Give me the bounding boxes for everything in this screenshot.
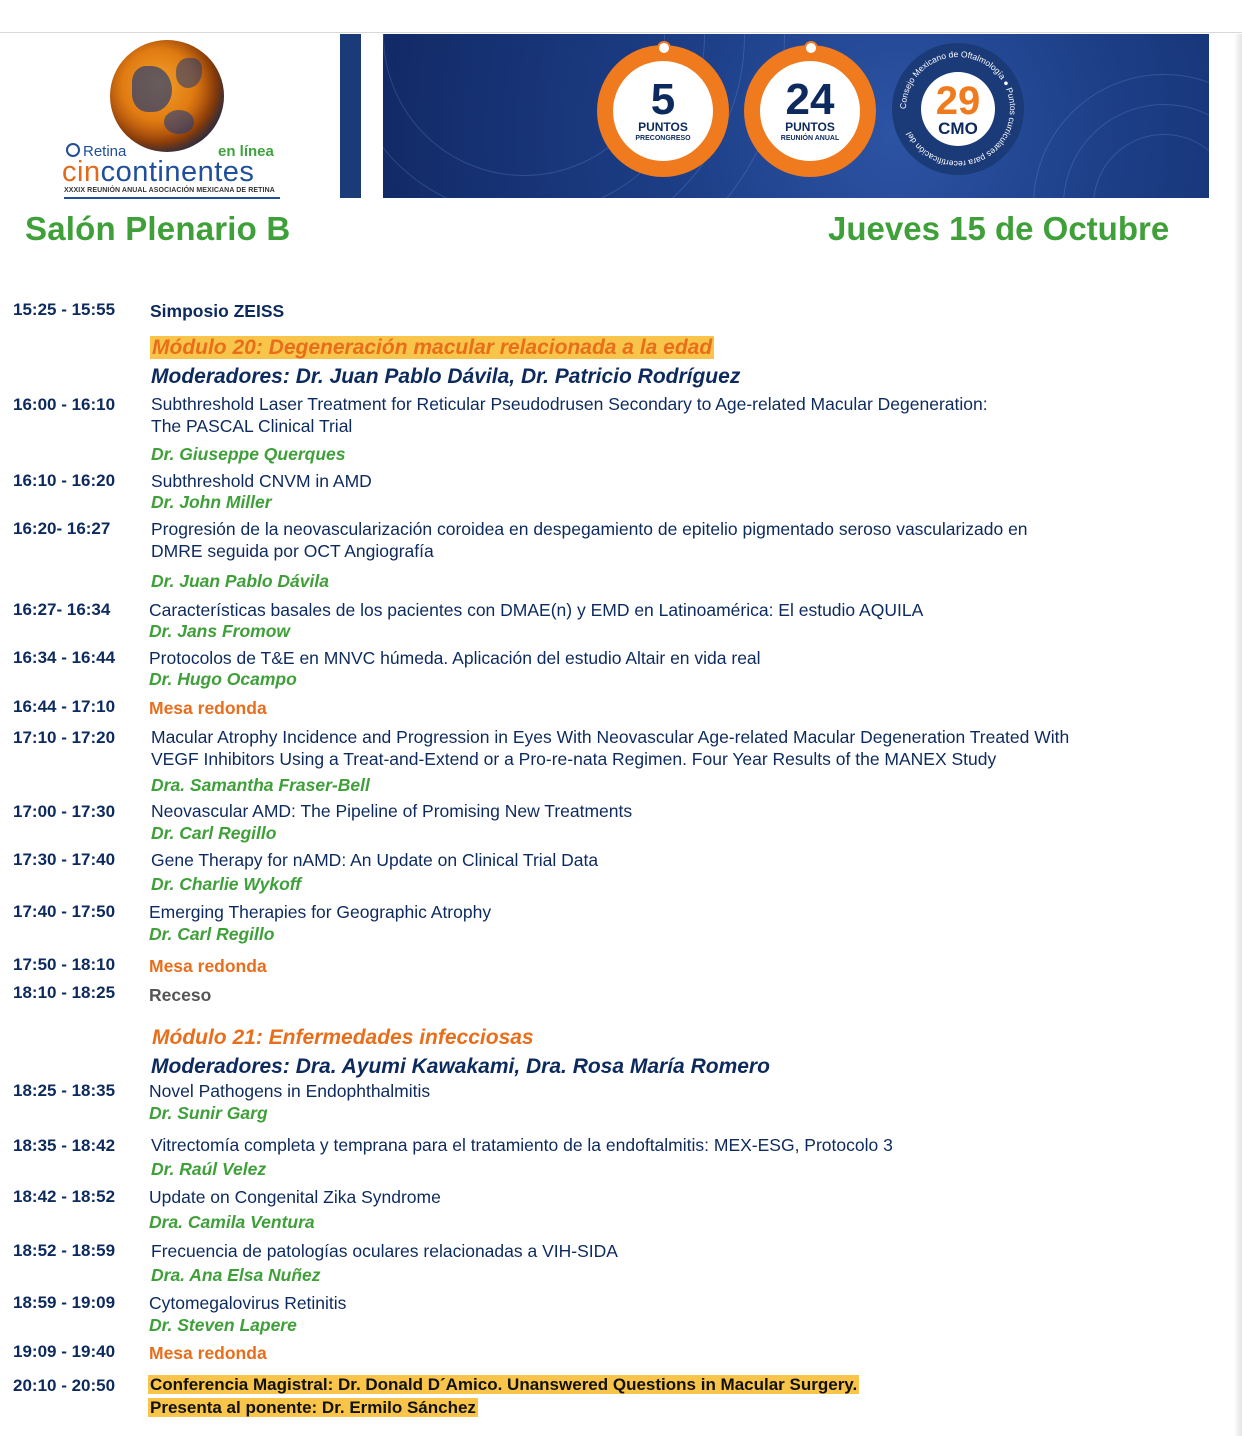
talk-title: Gene Therapy for nAMD: An Update on Clinical Trial Data [151, 850, 599, 870]
speaker: Dr. Hugo Ocampo [149, 669, 297, 689]
time-slot: 16:20- 16:27 [13, 519, 111, 538]
talk-title: Subthreshold Laser Treatment for Reticular Pseudodrusen Secondary to Age-related Macular Degeneration: [151, 394, 988, 414]
talk-title: Características basales de los pacientes con DMAE(n) y EMD en Latinoamérica: El estudio AQUILA [149, 600, 924, 620]
talk-title: Macular Atrophy Incidence and Progression in Eyes With Neovascular Age-related Macular Degeneration Treated With [151, 727, 1070, 747]
keynote-title: Conferencia Magistral: Dr. Donald D´Amico. Unanswered Questions in Macular Surgery. [150, 1375, 858, 1394]
time-slot: 16:10 - 16:20 [13, 471, 116, 490]
talk-title: Neovascular AMD: The Pipeline of Promising New Treatments [151, 801, 633, 821]
brand-wordmark: cincontinentes [62, 156, 255, 188]
speaker: Dr. Steven Lapere [149, 1315, 297, 1335]
keynote-presenter: Presenta al ponente: Dr. Ermilo Sánchez [150, 1398, 476, 1417]
talk-title: Progresión de la neovascularización coroidea en despegamiento de epitelio pigmentado seroso vascularizado en [151, 519, 1028, 539]
round-table: Mesa redonda [149, 956, 267, 976]
top-divider [0, 32, 1242, 33]
speaker: Dr. Juan Pablo Dávila [151, 571, 329, 591]
talk-title: Update on Congenital Zika Syndrome [149, 1187, 441, 1207]
badge-precongreso [597, 45, 729, 177]
logo-underline [64, 197, 280, 199]
en-linea-label: en línea [218, 143, 274, 160]
event-date: Jueves 15 de Octubre [828, 210, 1170, 247]
badge-pin-icon [804, 41, 818, 55]
badge-label: PUNTOS [638, 120, 688, 134]
badge-number: 24 [785, 75, 835, 124]
time-slot: 19:09 - 19:40 [13, 1342, 116, 1361]
time-slot: 16:44 - 17:10 [13, 697, 116, 716]
break: Receso [149, 985, 212, 1005]
time-slot: 16:27- 16:34 [13, 600, 111, 619]
badge-number: 5 [650, 75, 676, 124]
points-banner [383, 34, 1209, 198]
speaker: Dr. Sunir Garg [149, 1103, 268, 1123]
cmo-ring-text [892, 43, 1024, 175]
retina-dot-icon [66, 143, 80, 157]
time-slot: 18:10 - 18:25 [13, 983, 116, 1002]
speaker: Dr. Raúl Velez [151, 1159, 267, 1179]
time-slot: 20:10 - 20:50 [13, 1376, 116, 1395]
banner-side-bar [340, 34, 361, 198]
speaker: Dr. Charlie Wykoff [151, 874, 302, 894]
time-slot: 17:10 - 17:20 [13, 728, 116, 747]
time-slot: 16:34 - 16:44 [13, 648, 116, 667]
speaker: Dr. John Miller [151, 492, 272, 512]
time-slot: 18:52 - 18:59 [13, 1241, 116, 1260]
talk-title: Frecuencia de patologías oculares relacionadas a VIH-SIDA [151, 1241, 618, 1261]
time-slot: 17:40 - 17:50 [13, 902, 116, 921]
moderators: Moderadores: Dra. Ayumi Kawakami, Dra. Rosa María Romero [151, 1055, 770, 1078]
badge-cmo [892, 43, 1024, 175]
globe-icon [110, 40, 224, 152]
badge-reunion-anual [744, 45, 876, 177]
round-table: Mesa redonda [149, 1343, 267, 1363]
talk-title-cont: VEGF Inhibitors Using a Treat-and-Extend or a Pro-re-nata Regimen. Four Year Results of the MANEX Study [151, 749, 997, 769]
speaker: Dr. Carl Regillo [149, 924, 275, 944]
retina-label: Retina [66, 143, 126, 160]
time-slot: 18:59 - 19:09 [13, 1293, 116, 1312]
page-edge-shadow [1234, 34, 1242, 1436]
round-table: Mesa redonda [149, 698, 267, 718]
session-title: Simposio ZEISS [150, 301, 285, 321]
speaker: Dr. Carl Regillo [151, 823, 277, 843]
talk-title: Protocolos de T&E en MNVC húmeda. Aplicación del estudio Altair en vida real [149, 648, 761, 668]
cincontinentes-logo [58, 36, 288, 202]
speaker: Dra. Samantha Fraser-Bell [151, 775, 370, 795]
talk-title: Novel Pathogens in Endophthalmitis [149, 1081, 431, 1101]
badge-sub: REUNIÓN ANUAL [780, 135, 840, 142]
talk-title-cont: DMRE seguida por OCT Angiografía [151, 541, 434, 561]
cmo-label: CMO [938, 118, 978, 138]
speaker: Dr. Jans Fromow [149, 621, 291, 641]
talk-title: Vitrectomía completa y temprana para el tratamiento de la endoftalmitis: MEX-ESG, Protocolo 3 [151, 1135, 893, 1155]
talk-title: Emerging Therapies for Geographic Atrophy [149, 902, 492, 922]
speaker: Dra. Camila Ventura [149, 1212, 315, 1232]
badge-sub: PRECONGRESO [635, 135, 691, 142]
moderators: Moderadores: Dr. Juan Pablo Dávila, Dr. Patricio Rodríguez [151, 365, 741, 388]
speaker: Dr. Giuseppe Querques [151, 444, 346, 464]
module-title: Módulo 21: Enfermedades infecciosas [152, 1026, 534, 1049]
speaker: Dra. Ana Elsa Nuñez [151, 1265, 321, 1285]
logo-subline: XXXIX REUNIÓN ANUAL ASOCIACIÓN MEXICANA DE RETINA [64, 187, 275, 194]
time-slot: 17:50 - 18:10 [13, 955, 116, 974]
time-slot: 17:00 - 17:30 [13, 802, 116, 821]
time-slot: 18:25 - 18:35 [13, 1081, 116, 1100]
module-title: Módulo 20: Degeneración macular relacionada a la edad [152, 336, 713, 359]
time-slot: 16:00 - 16:10 [13, 395, 116, 414]
time-slot: 17:30 - 17:40 [13, 850, 116, 869]
time-slot: 15:25 - 15:55 [13, 300, 116, 319]
talk-title: Cytomegalovirus Retinitis [149, 1293, 347, 1313]
time-slot: 18:42 - 18:52 [13, 1187, 116, 1206]
badge-pin-icon [657, 41, 671, 55]
cmo-number: 29 [935, 78, 981, 123]
talk-title-cont: The PASCAL Clinical Trial [151, 416, 353, 436]
talk-title: Subthreshold CNVM in AMD [151, 471, 372, 491]
hall-title: Salón Plenario B [25, 210, 291, 247]
badge-label: PUNTOS [785, 120, 835, 134]
svg-text:Consejo Mexicano de Oftalmolog: Consejo Mexicano de Oftalmología ● Puntos curriculares para recertificación del [897, 48, 1019, 170]
time-slot: 18:35 - 18:42 [13, 1136, 116, 1155]
